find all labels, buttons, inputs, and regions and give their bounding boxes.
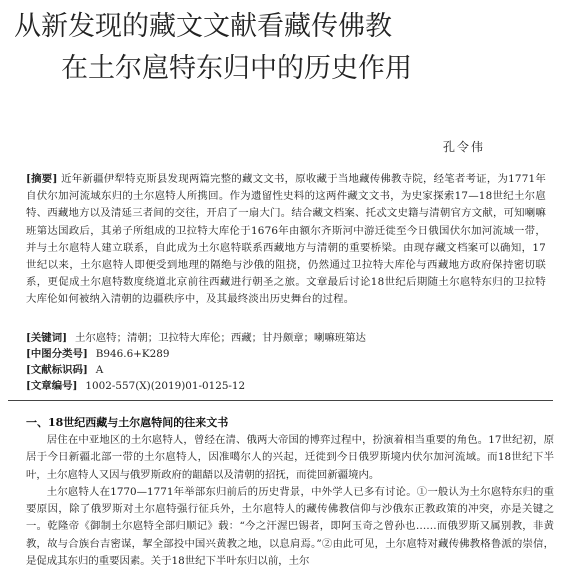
- keywords-value: 土尔扈特；清朝；卫拉特大库伦；西藏；甘丹颇章；喇嘛班第达: [75, 332, 366, 344]
- article-title: [14, 10, 412, 86]
- doc-code-value: A: [95, 364, 104, 376]
- doc-code-label: [文献标识码]: [26, 364, 88, 376]
- section-heading: 一、18世纪西藏与土尔扈特间的往来文书: [26, 416, 229, 429]
- title-line-2: 在土尔扈特东归中的历史作用: [61, 53, 412, 84]
- abstract-label: [摘要]: [26, 173, 58, 185]
- doc-code-row: [26, 362, 546, 378]
- keywords-label: [关键词]: [26, 332, 68, 344]
- author-name: 孔令伟: [443, 140, 486, 154]
- body-paragraph: 土尔扈特人在1770—1771年举部东归前后的历史背景，中外学人已多有讨论。①一般认为土尔扈特东归的重要原因，除了俄罗斯对土尔扈特强行征兵外，土尔扈特人的藏传佛教信仰与沙俄东正教政策的冲突，亦是关键之一。乾隆帝《御制土尔扈特全部归顺记》载：“今之汗渥巴锡者，即阿玉奇之曾孙也……而俄罗斯又属别教，非黄教，故与合族台吉密谋，挈全部投中国兴黄教之地，以息肩焉。”②由此可见，土尔扈特对藏传佛教格鲁派的崇信，是促成其东归的重要因素。关于18世纪下半叶东归以前，土尔: [26, 485, 554, 568]
- section-divider: [8, 400, 553, 401]
- abstract-text: 近年新疆伊犁特克斯县发现两篇完整的藏文文书，原收藏于当地藏传佛教寺院，经笔者考证，为1771年自伏尔加河流域东归的土尔扈特人所携回。作为遗留性史料的这两件藏文文书，为史家探索17—18世纪土尔扈特、西藏地方以及清延三者间的交往，开启了一扇大门。结合藏文档案、托忒文史籍与清朝官方文献，可知喇嘛班第达国政后，其弟子所组成的卫拉特大库伦于1676年由额尔齐斯河中游迁徙至今日俄国伏尔加河流域一带，并与土尔扈特人建立联系，自此成为土尔扈特联系西藏地方与清朝的重要桥梁。由现存藏文档案可以确知，17世纪以来，土尔扈特人即便受到地理的隔绝与沙俄的阻挠，仍然通过卫拉特大库伦与西藏地方政府保持密切联系，更促成土尔扈特数度绕道北京前往西藏进行朝圣之旅。文章最后讨论18世纪后期随土尔扈特东归的卫拉特大库伦如何被纳入清朝的边疆秩序中，及其最终淡出历史舞台的过程。: [26, 173, 546, 306]
- article-no-label: [文章编号]: [26, 380, 78, 392]
- section-body: [26, 432, 554, 570]
- keywords-row: [26, 330, 546, 346]
- clc-value: B946.6+K289: [95, 348, 170, 360]
- title-line-1: 从新发现的藏文文献看藏传佛教: [14, 11, 392, 42]
- article-no-row: [26, 378, 546, 394]
- clc-label: [中图分类号]: [26, 348, 88, 360]
- body-paragraph: 居住在中亚地区的土尔扈特人，曾经在清、俄两大帝国的博弈过程中，扮演着相当重要的角色。17世纪初，原居于今日新疆北部一带的土尔扈特人，因准噶尔人的兴起，迁徙到今日俄罗斯境内伏尔加河流域。而18世纪下半叶，土尔扈特人又因与俄罗斯政府的龃龉以及清朝的招抚，而徙回新疆境内。: [26, 434, 554, 481]
- article-no-value: 1002-557(X)(2019)01-0125-12: [85, 380, 246, 392]
- abstract-block: [26, 171, 546, 309]
- clc-row: [26, 346, 546, 362]
